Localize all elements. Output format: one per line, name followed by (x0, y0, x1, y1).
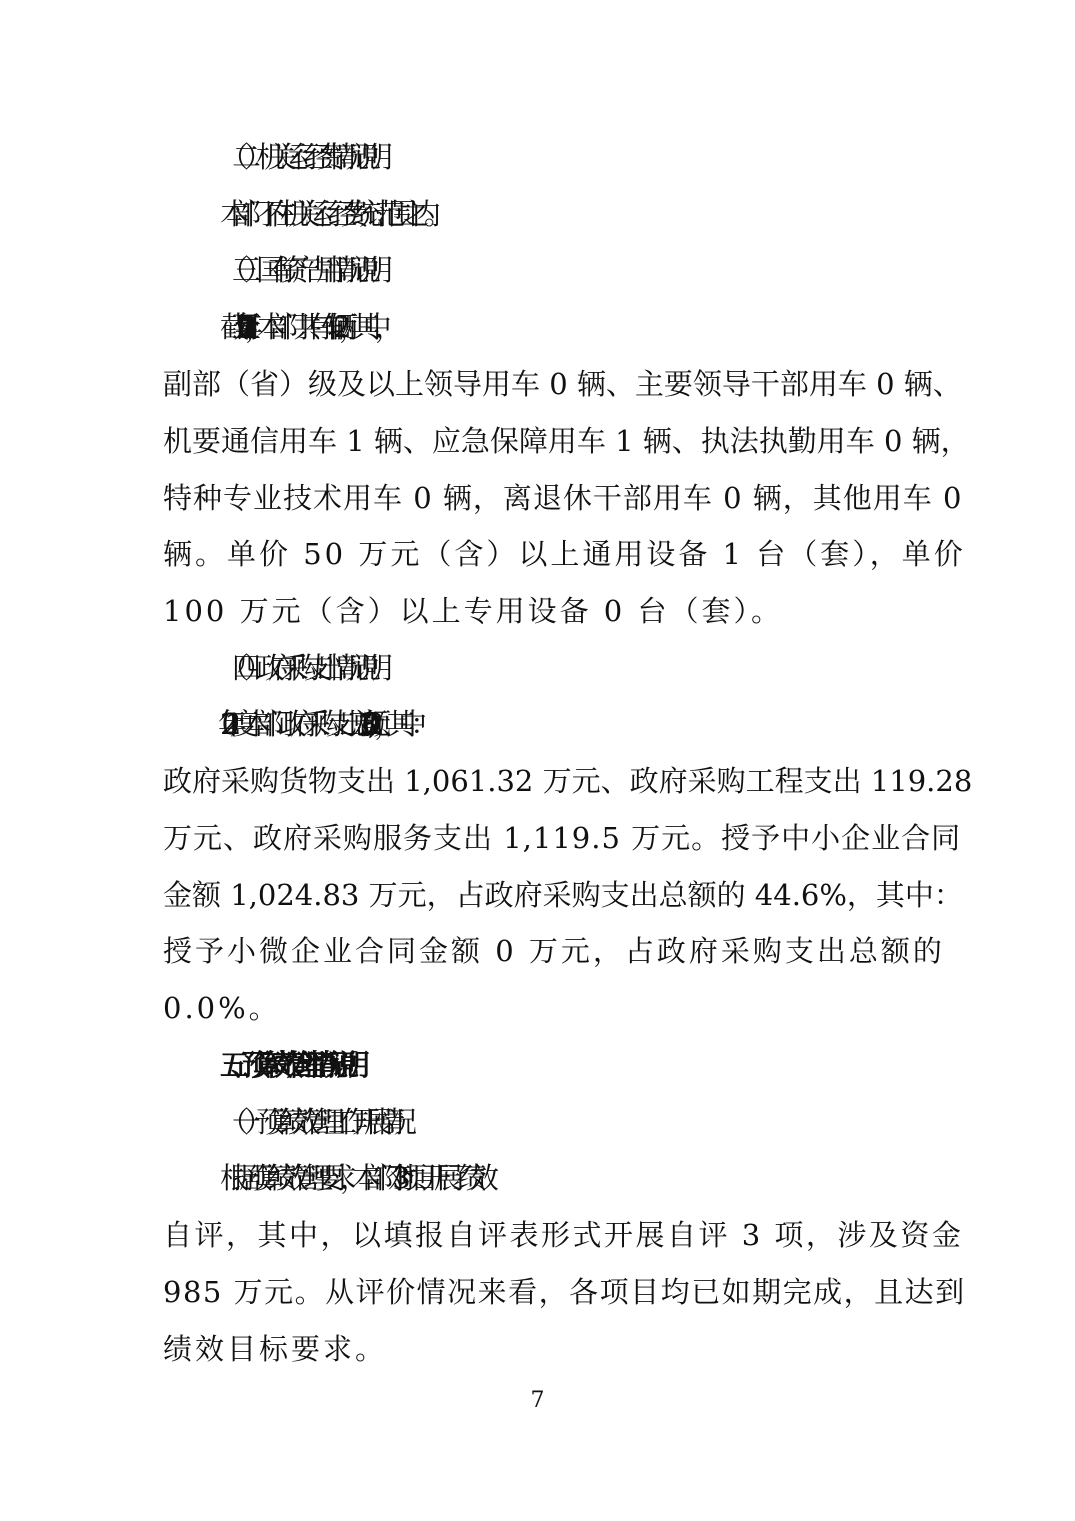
section-heading-2: （二）机关运行经费情况说明 (220, 140, 377, 174)
paragraph-line: 0.0%。 (163, 991, 281, 1025)
paragraph-line: 截至 2021 年 12 月 31 日，本部门共有车辆 2 辆，其中， (220, 310, 387, 344)
paragraph-line: 特种专业技术用车 0 辆，离退休干部用车 0 辆，其他用车 0 (163, 481, 963, 515)
paragraph-line: 100 万元（含）以上专用设备 0 台（套）。 (163, 594, 783, 628)
paragraph-line: 政府采购货物支出 1,061.32 万元、政府采购工程支出 119.28 (163, 764, 973, 798)
paragraph-line: 万元、政府采购服务支出 1,119.5 万元。授予中小企业合同 (163, 821, 962, 855)
chapter-heading-5: 五、预算绩效管理情况说明 (220, 1048, 353, 1082)
paragraph-line: 根据预算绩效管理要求，本部门对 3 个项目开展了绩效 (220, 1161, 482, 1195)
section-heading-1: （一）预算绩效管理工作开展情况 (220, 1105, 401, 1139)
paragraph-line: 985 万元。从评价情况来看，各项目均已如期完成，且达到 (163, 1275, 966, 1309)
section-heading-4: （四）政府采购支出情况说明 (220, 651, 377, 685)
paragraph-line: 绩效目标要求。 (163, 1332, 388, 1366)
page-number: 7 (530, 1388, 545, 1413)
paragraph-line: 机要通信用车 1 辆、应急保障用车 1 辆、执法执勤用车 0 辆， (163, 424, 970, 458)
paragraph-line: 本部门不在机关运行经费统计范围之内。 (220, 197, 437, 231)
paragraph-line: 副部（省）级及以上领导用车 0 辆、主要领导干部用车 0 辆、 (163, 367, 962, 401)
paragraph-line: 授予小微企业合同金额 0 万元，占政府采购支出总额的 (163, 934, 945, 968)
paragraph-line: 金额 1,024.83 万元，占政府采购支出总额的 44.6%，其中： (163, 878, 963, 912)
section-heading-3: （三）国有资产占用情况说明 (220, 253, 377, 287)
paragraph-line: 2021 年度本部门政府采购支出总额 2,300.1 万元，其中： (220, 707, 423, 741)
paragraph-line: 辆。单价 50 万元（含）以上通用设备 1 台（套），单价 (163, 537, 966, 571)
paragraph-line: 自评，其中，以填报自评表形式开展自评 3 项，涉及资金 (163, 1218, 964, 1252)
